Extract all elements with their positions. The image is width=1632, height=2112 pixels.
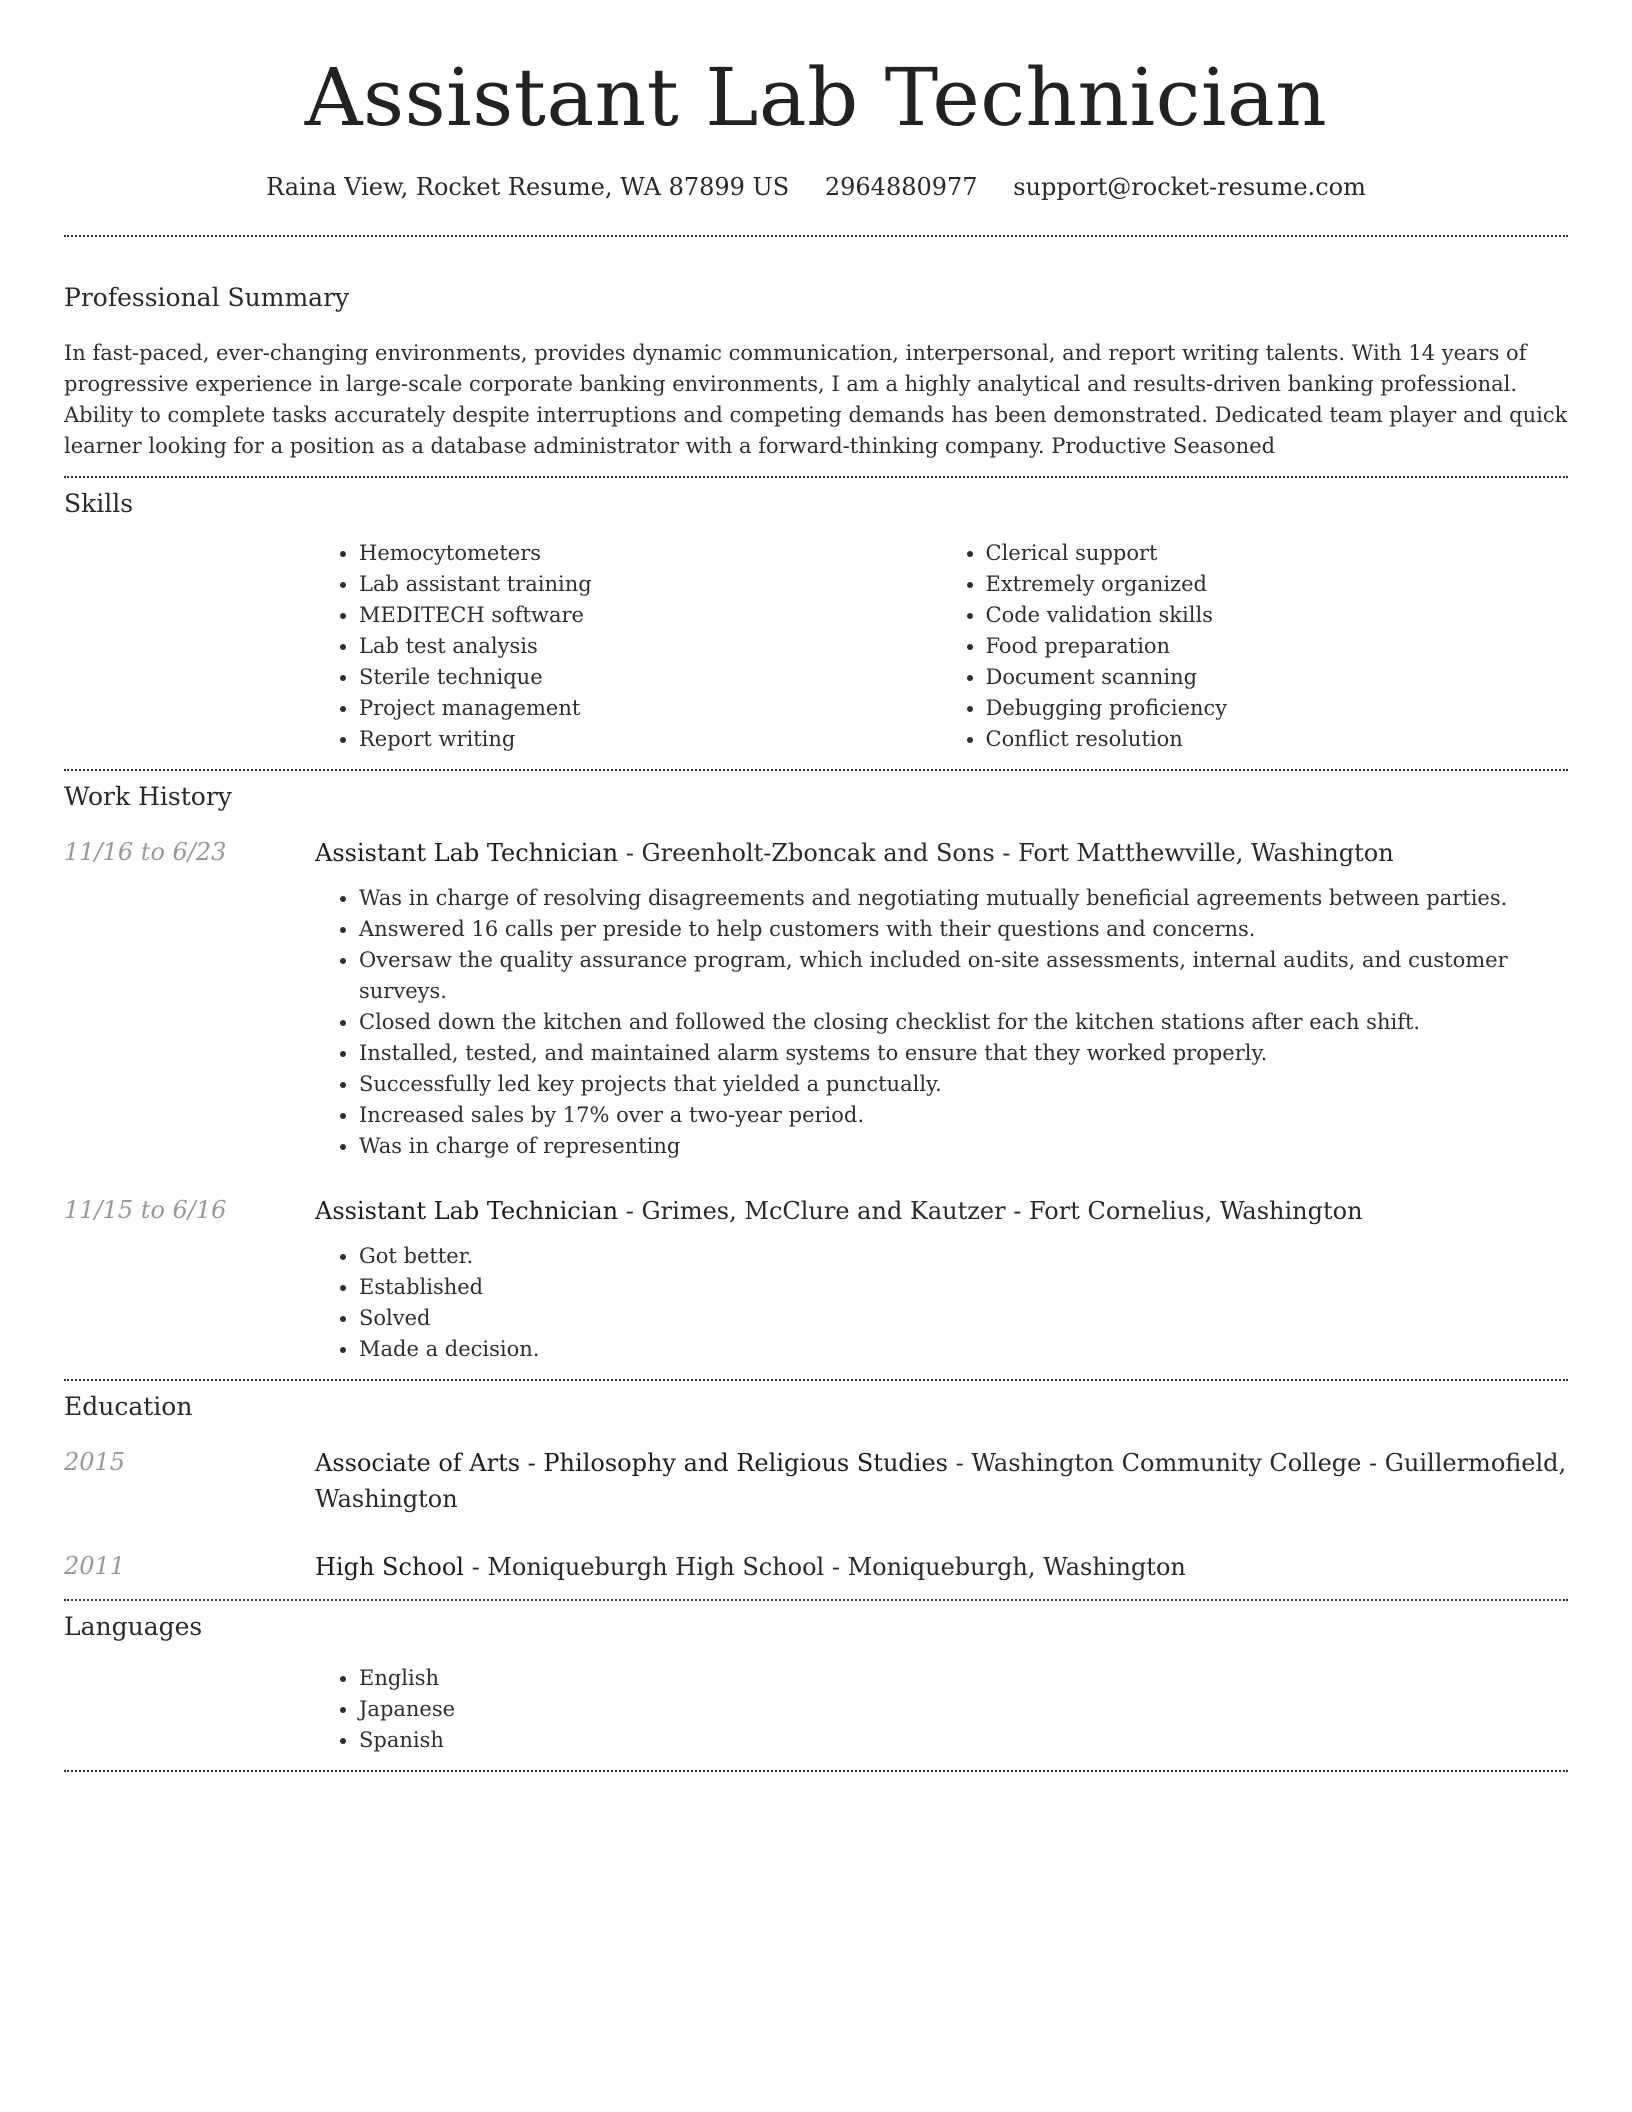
- summary-text: In fast-paced, ever-changing environments, provides dynamic communication, interpersonal, and report writing talents. With 14 years of progressive experience in large-scale corporate banking environments, I am a highly analytical and results-driven banking professional. Ability to complete tasks accurately despite interruptions and competing demands has been demonstrated. Dedicated team player and quick learner looking for a position as a database administrator with a forward-thinking company. Productive Seasoned: [64, 341, 1568, 458]
- job-bullet: • Was in charge of resolving disagreements and negotiating mutually beneficial agreements between parties.: [359, 883, 1568, 914]
- skills-list-right: [942, 538, 1569, 755]
- education-section: [64, 1381, 1568, 1585]
- job-bullet: • Oversaw the quality assurance program, which included on-site assessments, internal audits, and customer surveys.: [359, 945, 1568, 1007]
- job-body: [315, 835, 1568, 1162]
- education-degree: Associate of Arts - Philosophy and Religious Studies: [315, 1449, 948, 1477]
- education-degree: High School: [315, 1553, 464, 1581]
- job-bullet: • Was in charge of representing: [359, 1131, 1568, 1162]
- candidate-name: Assistant Lab Technician: [304, 51, 1328, 144]
- skills-section: [64, 478, 1568, 755]
- job-role: Assistant Lab Technician: [315, 1197, 619, 1225]
- job-bullets: [315, 1241, 1568, 1365]
- skill-item: • Conflict resolution: [986, 724, 1569, 755]
- job-bullet: • Answered 16 calls per preside to help customers with their questions and concerns.: [359, 914, 1568, 945]
- skill-item: • Food preparation: [986, 631, 1569, 662]
- contact-address: Raina View, Rocket Resume, WA 87899 US: [266, 173, 790, 201]
- languages-list: [315, 1663, 1568, 1756]
- job-bullet: • Got better.: [359, 1241, 1568, 1272]
- summary-section: [64, 237, 1568, 462]
- education-heading: [315, 1445, 1568, 1517]
- job-dates: 11/16 to 6/23: [64, 838, 227, 866]
- job-heading: [315, 1193, 1568, 1229]
- skill-item: • Clerical support: [986, 538, 1569, 569]
- skill-item: • Project management: [359, 693, 942, 724]
- skills-columns: [315, 538, 1568, 755]
- divider: [64, 1770, 1568, 1772]
- education-year: 2015: [64, 1448, 126, 1476]
- skill-item: • Extremely organized: [986, 569, 1569, 600]
- work-history-title: Work History: [64, 782, 232, 811]
- education-school-location: - Washington Community College - Guillermofield, Washington: [315, 1449, 1567, 1513]
- skill-item: • Hemocytometers: [359, 538, 942, 569]
- job-bullet: • Established: [359, 1272, 1568, 1303]
- contact-phone: 2964880977: [824, 173, 978, 201]
- education-year: 2011: [64, 1552, 126, 1580]
- skill-item: • Code validation skills: [986, 600, 1569, 631]
- job-bullet: • Increased sales by 17% over a two-year period.: [359, 1100, 1568, 1131]
- language-item: • English: [359, 1663, 1568, 1694]
- education-entry: [64, 1549, 1568, 1585]
- job-bullets: [315, 883, 1568, 1162]
- work-history-section: [64, 771, 1568, 1365]
- education-school-location: - Moniqueburgh High School - Moniqueburgh, Washington: [463, 1553, 1186, 1581]
- languages-title: Languages: [64, 1612, 203, 1641]
- languages-section: [64, 1601, 1568, 1756]
- job-employer-location: - Grimes, McClure and Kautzer - Fort Cornelius, Washington: [618, 1197, 1363, 1225]
- contact-line: [64, 172, 1568, 202]
- job-bullet: • Installed, tested, and maintained alarm systems to ensure that they worked properly.: [359, 1038, 1568, 1069]
- job-dates: 11/15 to 6/16: [64, 1196, 227, 1224]
- skill-item: • MEDITECH software: [359, 600, 942, 631]
- job-entry: [64, 835, 1568, 1162]
- job-heading: [315, 835, 1568, 871]
- skill-item: • Lab test analysis: [359, 631, 942, 662]
- contact-email: support@rocket-resume.com: [1013, 173, 1366, 201]
- language-item: • Spanish: [359, 1725, 1568, 1756]
- skill-item: • Lab assistant training: [359, 569, 942, 600]
- job-bullet: • Solved: [359, 1303, 1568, 1334]
- job-body: [315, 1193, 1568, 1365]
- education-title: Education: [64, 1392, 193, 1421]
- resume-page: [64, 0, 1568, 1772]
- job-bullet: • Successfully led key projects that yielded a punctually.: [359, 1069, 1568, 1100]
- job-bullet: • Made a decision.: [359, 1334, 1568, 1365]
- skill-item: • Report writing: [359, 724, 942, 755]
- skills-title: Skills: [64, 489, 134, 518]
- education-heading: [315, 1549, 1568, 1585]
- job-role: Assistant Lab Technician: [315, 839, 619, 867]
- language-item: • Japanese: [359, 1694, 1568, 1725]
- skill-item: • Debugging proficiency: [986, 693, 1569, 724]
- skills-list-left: [315, 538, 942, 755]
- education-entry: [64, 1445, 1568, 1517]
- skill-item: • Sterile technique: [359, 662, 942, 693]
- job-bullet: • Closed down the kitchen and followed the closing checklist for the kitchen stations after each shift.: [359, 1007, 1568, 1038]
- job-entry: [64, 1193, 1568, 1365]
- job-employer-location: - Greenholt-Zboncak and Sons - Fort Matthewville, Washington: [618, 839, 1394, 867]
- summary-title: Professional Summary: [64, 283, 350, 312]
- skill-item: • Document scanning: [986, 662, 1569, 693]
